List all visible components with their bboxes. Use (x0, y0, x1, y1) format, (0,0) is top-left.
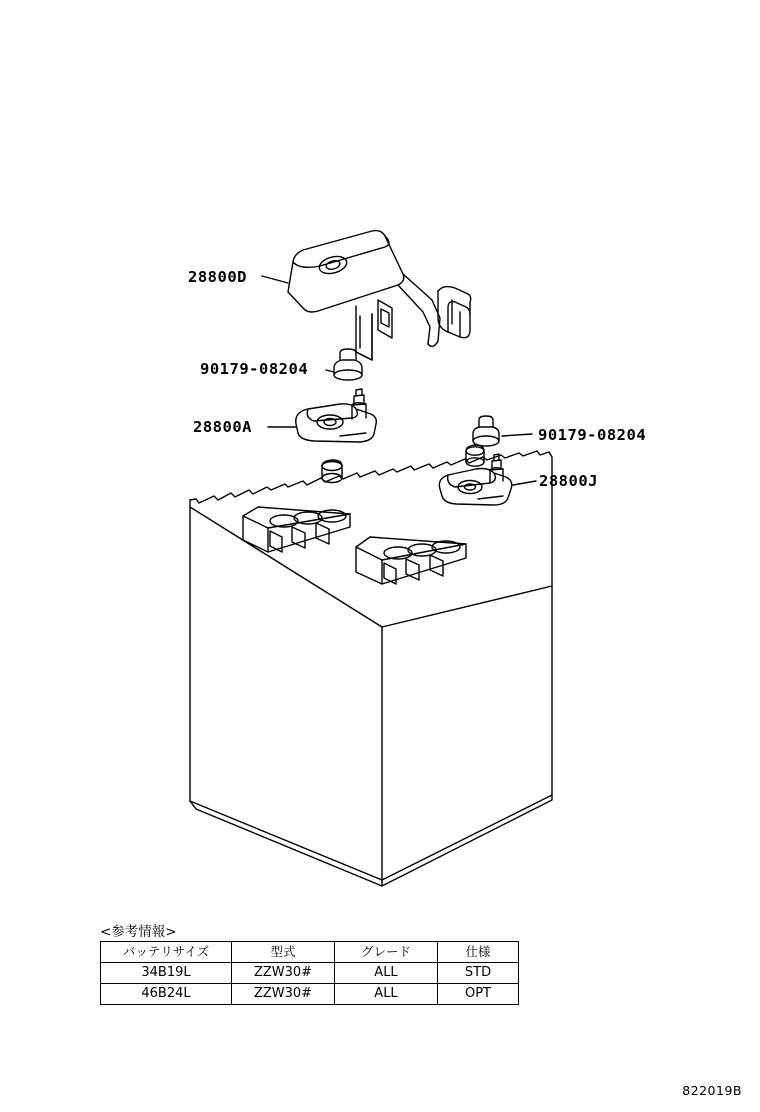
leader-90179-upper (326, 370, 334, 372)
cell-spec: STD (438, 963, 519, 984)
table-row (101, 984, 519, 1005)
cell-battery-size: 46B24L (101, 984, 232, 1005)
leader-28800j (513, 481, 536, 485)
leader-28800d (262, 276, 288, 283)
part-28800j-terminal (439, 454, 511, 505)
column-header-model: 型式 (232, 942, 335, 963)
part-28800a-terminal (296, 389, 377, 442)
reference-table (100, 941, 519, 1005)
cell-model: ZZW30# (232, 963, 335, 984)
cell-grade: ALL (335, 963, 438, 984)
cell-spec: OPT (438, 984, 519, 1005)
drawing-number: 822019B (682, 1083, 742, 1098)
table-row (101, 963, 519, 984)
leader-90179-right (502, 434, 532, 436)
part-90179-08204-right (473, 416, 499, 446)
label-28800d: 28800D (188, 268, 247, 286)
cell-grade: ALL (335, 984, 438, 1005)
table-header-row (101, 942, 519, 963)
label-90179-08204-upper: 90179-08204 (200, 360, 309, 378)
cell-model: ZZW30# (232, 984, 335, 1005)
column-header-grade: グレード (335, 942, 438, 963)
label-28800j: 28800J (539, 472, 598, 490)
column-header-battery-size: バッテリサイズ (101, 942, 232, 963)
part-battery-body (190, 445, 552, 886)
cell-battery-size: 34B19L (101, 963, 232, 984)
label-90179-08204-right: 90179-08204 (538, 426, 647, 444)
part-28800d-cover (288, 231, 471, 360)
label-28800a: 28800A (193, 418, 252, 436)
reference-table-title: <参考情報> (100, 924, 177, 940)
column-header-spec: 仕様 (438, 942, 519, 963)
